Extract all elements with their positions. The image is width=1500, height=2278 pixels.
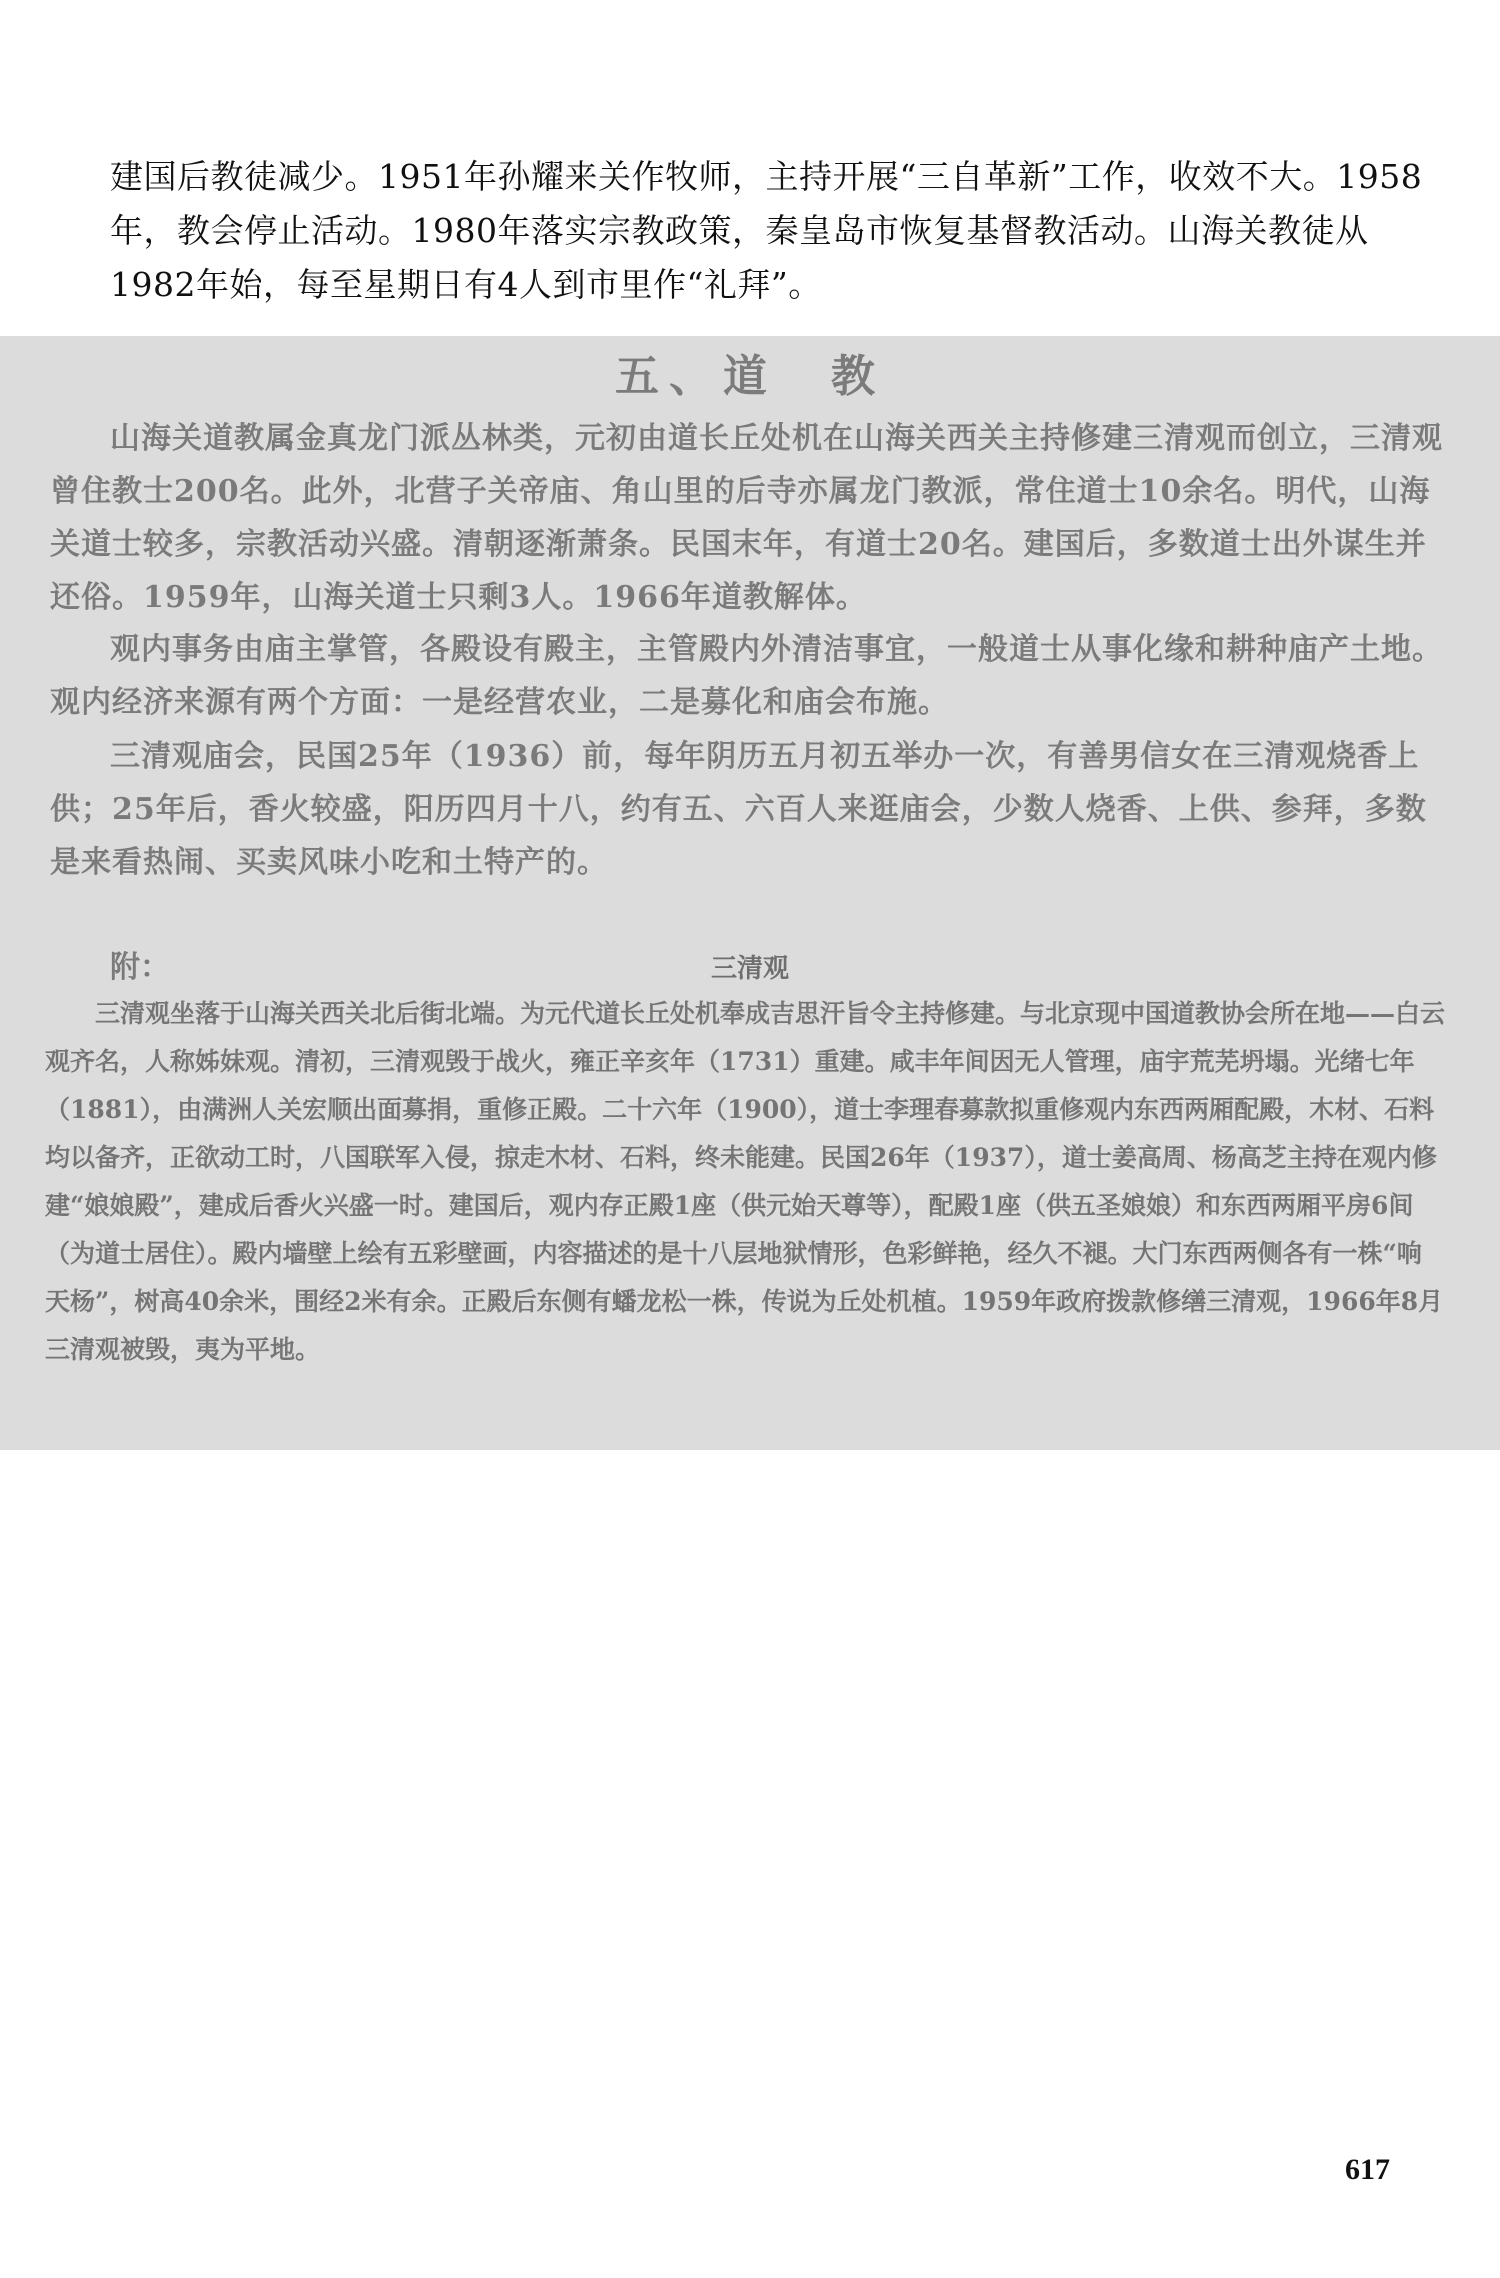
appendix-text: 三清观坐落于山海关西关北后街北端。为元代道长丘处机奉成吉思汗旨令主持修建。与北京现中国道教协会所在地——白云观齐名，人称姊妹观。清初，三清观毁于战火，雍正辛亥年（1731）重建。咸丰年间因无人管理，庙宇荒芜坍塌。光绪七年（1881），由满洲人关宏顺出面募捐，重修正殿。二十六年（1900），道士李理春募款拟重修观内东西两厢配殿，木材、石料均以备齐，正欲动工时，八国联军入侵，掠走木材、石料，终未能建。民国26年（1937），道士姜高周、杨高芝主持在观内修建“娘娘殿”，建成后香火兴盛一时。建国后，观内存正殿1座（供元始天尊等），配殿1座（供五圣娘娘）和东西两厢平房6间（为道士居住）。殿内墙壁上绘有五彩壁画，内容描述的是十八层地狱情形，色彩鲜艳，经久不褪。大门东西两侧各有一株“响天杨”，树高40余米，围经2米有余。正殿后东侧有蟠龙松一株，传说为丘处机植。1959年政府拨款修缮三清观，1966年8月三清观被毁，夷为平地。 <box>45 999 1446 1364</box>
page-number: 617 <box>1345 2153 1390 2186</box>
section-paragraph-3: 三清观庙会，民国25年（1936）前，每年阴历五月初五举办一次，有善男信女在三清观烧香上供；25年后，香火较盛，阳历四月十八，约有五、六百人来逛庙会，少数人烧香、上供、参拜，多数是来看热闹、买卖风味小吃和土特产的。 <box>50 739 1427 880</box>
section-paragraph-2: 观内事务由庙主掌管，各殿设有殿主，主管殿内外清洁事宜，一般道士从事化缘和耕种庙产土地。观内经济来源有两个方面：一是经营农业，二是募化和庙会布施。 <box>50 632 1443 720</box>
section-paragraph-1: 山海关道教属金真龙门派丛林类，元初由道长丘处机在山海关西关主持修建三清观而创立，三清观曾住教士200名。此外，北营子关帝庙、角山里的后寺亦属龙门教派，常住道士10余名。明代，山海关道士较多，宗教活动兴盛。清朝逐渐萧条。民国末年，有道士20名。建国后，多数道士出外谋生并还俗。1959年，山海关道士只剩3人。1966年道教解体。 <box>50 421 1443 615</box>
section-title: 五、道 教 <box>615 351 885 402</box>
intro-paragraph: 建国后教徒减少。1951年孙耀来关作牧师，主持开展“三自革新”工作，收效不大。1958年，教会停止活动。1980年落实宗教政策，秦皇岛市恢复基督教活动。山海关教徒从1982年始，每至星期日有4人到市里作“礼拜”。 <box>110 157 1423 304</box>
appendix-title: 三清观 <box>710 954 789 984</box>
appendix-label: 附： <box>110 950 170 985</box>
